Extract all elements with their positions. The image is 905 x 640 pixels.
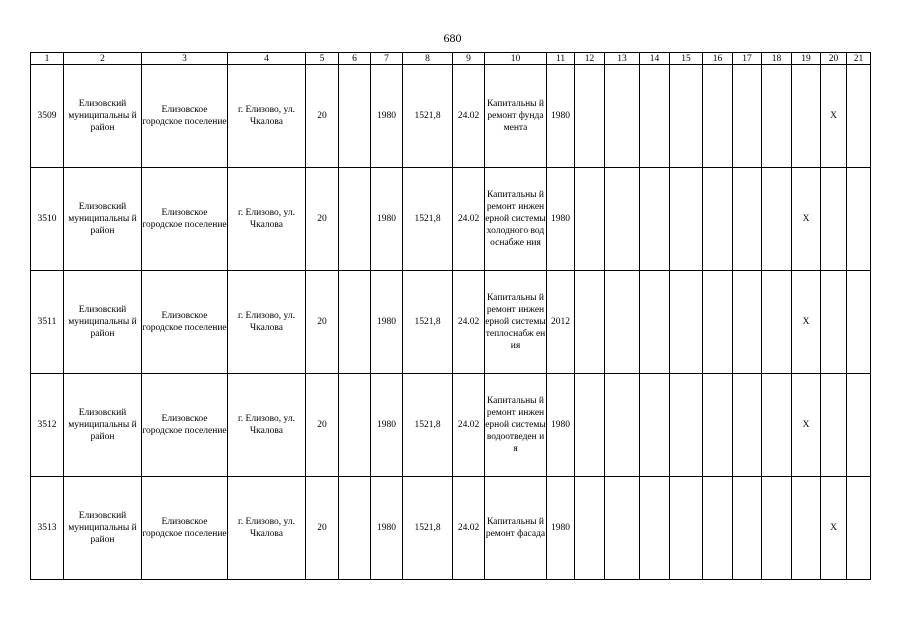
table-cell: 1980: [547, 168, 575, 271]
table-cell: [821, 271, 847, 374]
table-cell: Елизовский муниципальны й район: [64, 374, 142, 477]
table-cell: 24.02: [453, 374, 485, 477]
table-cell: 20: [306, 374, 339, 477]
table-cell: [670, 168, 703, 271]
table-cell: [847, 374, 871, 477]
table-cell: 1980: [371, 477, 403, 580]
table-cell: [339, 477, 371, 580]
table-cell: [339, 168, 371, 271]
table-cell: 1521,8: [403, 168, 453, 271]
table-cell: [847, 271, 871, 374]
column-header: 7: [371, 53, 403, 65]
table-cell: 1980: [547, 374, 575, 477]
table-cell: [605, 271, 640, 374]
table-cell: Елизовское городское поселение: [142, 477, 228, 580]
table-cell: [339, 374, 371, 477]
table-cell: [670, 271, 703, 374]
table-cell: [762, 168, 792, 271]
table-cell: г. Елизово, ул. Чкалова: [228, 65, 306, 168]
table-cell: Капитальны й ремонт инженерной системы теплоснабж ения: [485, 271, 547, 374]
column-header: 3: [142, 53, 228, 65]
table-cell: [762, 477, 792, 580]
table-cell: [575, 374, 605, 477]
table-cell: 24.02: [453, 271, 485, 374]
table-body: [31, 65, 871, 580]
table-cell: [847, 477, 871, 580]
table-cell: Елизовское городское поселение: [142, 168, 228, 271]
table-cell: [670, 477, 703, 580]
table-cell: [733, 477, 762, 580]
table-cell: [575, 65, 605, 168]
column-header: 12: [575, 53, 605, 65]
column-header: 1: [31, 53, 64, 65]
table-cell: [575, 271, 605, 374]
table-cell: 3509: [31, 65, 64, 168]
column-header: 10: [485, 53, 547, 65]
table-cell: 1980: [371, 374, 403, 477]
table-cell: [733, 271, 762, 374]
table-row: [31, 374, 871, 477]
table-cell: [762, 65, 792, 168]
column-header: 8: [403, 53, 453, 65]
table-cell: 1980: [547, 477, 575, 580]
table-cell: [640, 65, 670, 168]
table-cell: [339, 271, 371, 374]
table-row: [31, 477, 871, 580]
table-cell: [847, 168, 871, 271]
table-cell: [762, 271, 792, 374]
table-cell: X: [792, 271, 821, 374]
table-cell: 3513: [31, 477, 64, 580]
table-row: [31, 65, 871, 168]
table-cell: Елизовское городское поселение: [142, 374, 228, 477]
table-cell: 20: [306, 477, 339, 580]
column-header: 11: [547, 53, 575, 65]
table-cell: г. Елизово, ул. Чкалова: [228, 374, 306, 477]
table-cell: [339, 65, 371, 168]
table-cell: 1521,8: [403, 271, 453, 374]
table-cell: 2012: [547, 271, 575, 374]
table-cell: [640, 374, 670, 477]
table-cell: [703, 374, 733, 477]
table-row: [31, 168, 871, 271]
table-header: [31, 53, 871, 65]
table-cell: [703, 271, 733, 374]
table-cell: [605, 168, 640, 271]
table-cell: [605, 65, 640, 168]
column-header: 21: [847, 53, 871, 65]
table-cell: Елизовское городское поселение: [142, 65, 228, 168]
table-cell: [703, 168, 733, 271]
column-header: 5: [306, 53, 339, 65]
table-cell: 1980: [371, 271, 403, 374]
table-cell: [821, 168, 847, 271]
table-cell: [821, 374, 847, 477]
table-cell: [670, 374, 703, 477]
column-header: 18: [762, 53, 792, 65]
column-header: 15: [670, 53, 703, 65]
table-cell: [733, 374, 762, 477]
table-cell: 1980: [371, 65, 403, 168]
column-header: 13: [605, 53, 640, 65]
table-cell: г. Елизово, ул. Чкалова: [228, 168, 306, 271]
column-header: 14: [640, 53, 670, 65]
column-header: 19: [792, 53, 821, 65]
table-cell: 1980: [547, 65, 575, 168]
table-cell: 1521,8: [403, 374, 453, 477]
table-cell: [640, 477, 670, 580]
column-header: 4: [228, 53, 306, 65]
table-cell: [575, 477, 605, 580]
table-cell: [792, 477, 821, 580]
table-cell: 24.02: [453, 168, 485, 271]
registry-table: [30, 52, 871, 580]
table-cell: 1521,8: [403, 65, 453, 168]
table-cell: 1521,8: [403, 477, 453, 580]
table-cell: [733, 168, 762, 271]
column-header: 2: [64, 53, 142, 65]
table-cell: [640, 168, 670, 271]
table-cell: Елизовский муниципальны й район: [64, 65, 142, 168]
table-cell: [605, 477, 640, 580]
table-cell: 20: [306, 271, 339, 374]
table-cell: Елизовский муниципальны й район: [64, 271, 142, 374]
table-cell: Елизовский муниципальны й район: [64, 477, 142, 580]
table-cell: [640, 271, 670, 374]
table-cell: 20: [306, 168, 339, 271]
page-number: 680: [443, 31, 462, 45]
table-cell: 3512: [31, 374, 64, 477]
table-cell: [703, 477, 733, 580]
table-cell: Капитальны й ремонт инженерной системы водоотведен ия: [485, 374, 547, 477]
table-cell: X: [792, 374, 821, 477]
table-cell: [733, 65, 762, 168]
table-cell: г. Елизово, ул. Чкалова: [228, 271, 306, 374]
table-cell: X: [821, 65, 847, 168]
table-cell: X: [792, 168, 821, 271]
table-cell: Капитальны й ремонт инженерной системы холодного водоснабже ния: [485, 168, 547, 271]
table-cell: Капитальны й ремонт фундамента: [485, 65, 547, 168]
table-cell: [670, 65, 703, 168]
table-cell: [575, 168, 605, 271]
table-cell: [605, 374, 640, 477]
table-cell: 3511: [31, 271, 64, 374]
column-header: 16: [703, 53, 733, 65]
table-cell: Елизовский муниципальны й район: [64, 168, 142, 271]
table-row: [31, 271, 871, 374]
table-cell: X: [821, 477, 847, 580]
table-cell: 24.02: [453, 65, 485, 168]
column-header: 6: [339, 53, 371, 65]
table-cell: г. Елизово, ул. Чкалова: [228, 477, 306, 580]
column-header: 9: [453, 53, 485, 65]
table-cell: [762, 374, 792, 477]
table-cell: Капитальны й ремонт фасада: [485, 477, 547, 580]
table-cell: 20: [306, 65, 339, 168]
table-cell: [792, 65, 821, 168]
table-cell: [847, 65, 871, 168]
table-cell: 3510: [31, 168, 64, 271]
table-cell: Елизовское городское поселение: [142, 271, 228, 374]
header-row: [31, 53, 871, 65]
column-header: 20: [821, 53, 847, 65]
table-cell: 1980: [371, 168, 403, 271]
column-header: 17: [733, 53, 762, 65]
table-cell: 24.02: [453, 477, 485, 580]
table-cell: [703, 65, 733, 168]
